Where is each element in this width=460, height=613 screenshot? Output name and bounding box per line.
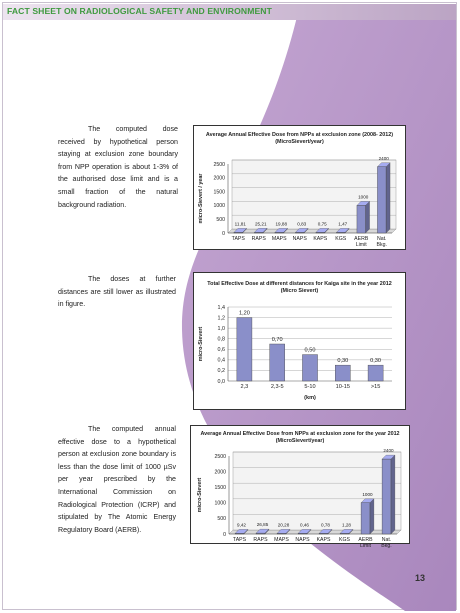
bar — [319, 533, 328, 534]
data-label: 1000 — [362, 491, 373, 497]
y-tick-label: 0,8 — [217, 336, 225, 343]
data-label: 2400 — [383, 448, 394, 454]
data-label: 0,30 — [370, 358, 382, 365]
y-tick-label: 1,0 — [217, 325, 225, 332]
data-label: 1000 — [358, 194, 369, 200]
x-tick-label: KGS — [335, 236, 347, 242]
y-tick-label: 2000 — [213, 175, 225, 182]
x-tick-label: Limit — [360, 543, 371, 549]
data-label: 20,28 — [277, 522, 290, 528]
x-tick-label: AERB — [358, 537, 373, 543]
data-label: 1,28 — [342, 522, 351, 528]
x-tick-label: Bkg. — [381, 543, 392, 549]
chart-2 — [193, 272, 406, 410]
y-tick-label: 0,4 — [217, 357, 225, 364]
chart-3-plot — [191, 426, 409, 549]
header-title: FACT SHEET ON RADIOLOGICAL SAFETY AND ENVIRONMENT — [7, 6, 272, 16]
chart-3 — [190, 425, 410, 549]
bar — [382, 459, 391, 534]
x-tick-label: Limit — [355, 242, 367, 248]
chart-3-title: Average Annual Effective Dose from NPPs at exclusion zone for the year 2012 — [200, 431, 400, 437]
bar — [368, 365, 383, 381]
x-tick-label: RAPS — [253, 537, 268, 543]
y-tick-label: 0,0 — [217, 378, 225, 385]
chart-2-title: Total Effective Dose at different distances for Kaiga site in the year 2012 — [207, 281, 392, 287]
y-tick-label: 1000 — [213, 203, 225, 210]
data-label: 0,50 — [304, 347, 316, 354]
page-number: 13 — [415, 573, 426, 583]
y-tick-label: 2500 — [214, 453, 226, 460]
bar — [235, 533, 244, 534]
y-tick-label: 1500 — [214, 485, 226, 491]
x-tick-label: MAPS — [274, 537, 289, 543]
x-tick-label: >15 — [370, 384, 381, 390]
data-label: 9,42 — [237, 522, 246, 528]
x-tick-label: 2,3-5 — [270, 384, 284, 390]
data-label: 0,70 — [271, 337, 283, 343]
bar — [357, 205, 366, 233]
bar — [340, 533, 349, 534]
x-tick-label: Nat. — [376, 236, 387, 242]
bar-side — [370, 499, 374, 534]
x-tick-label: MAPS — [271, 236, 287, 242]
data-label: 0,46 — [300, 522, 309, 528]
data-label: 0,75 — [317, 221, 327, 227]
x-tick-label: AERB — [354, 236, 369, 242]
data-label: 0,78 — [321, 522, 330, 528]
data-label: 1,20 — [238, 310, 250, 317]
chart-1-subtitle: (MicroSievert/year) — [275, 139, 324, 145]
y-tick-label: 0,6 — [217, 347, 225, 354]
bar — [302, 355, 317, 381]
data-label: 2400 — [378, 155, 389, 161]
x-tick-label: KAPS — [313, 236, 328, 242]
y-tick-label: 0 — [222, 230, 225, 237]
chart-3-subtitle: (MicroSievert/year) — [275, 438, 325, 444]
x-tick-label: Bkg. — [376, 242, 387, 248]
data-label: 11,81 — [234, 221, 246, 227]
bar-side — [391, 455, 395, 534]
y-tick-label: 2000 — [214, 469, 226, 476]
paragraph-2: The doses at further distances are still lower as illustrated in figure. — [58, 275, 176, 309]
x-tick-label: 2,3 — [240, 384, 249, 390]
bar — [361, 503, 370, 534]
y-tick-label: 1,2 — [217, 315, 225, 322]
x-tick-label: 5-10 — [304, 384, 316, 390]
y-tick-label: 0,2 — [217, 368, 225, 375]
y-tick-label: 1000 — [214, 500, 226, 507]
paragraph-3: The computed annual effective dose to a hypothetical person at exclusion zone boundary is less than the dose limit of 1000 µSv per year prescribed by the International Commission on Radiological Protection (ICRP) and stipulated by The Atomic Energy Regulatory Board (AERB). — [58, 425, 176, 534]
y-axis-title: micro-Sievert — [198, 326, 204, 362]
x-tick-label: Nat. — [381, 537, 392, 543]
chart-2-plot — [194, 273, 405, 409]
data-label: 19,88 — [275, 221, 287, 227]
bar — [336, 232, 345, 233]
data-label: 0,30 — [337, 358, 349, 365]
bar — [377, 167, 386, 233]
x-tick-label: NAPS — [292, 236, 307, 242]
bar — [335, 365, 350, 381]
x-tick-label: KAPS — [316, 537, 331, 543]
chart-back-wall — [232, 160, 396, 229]
bar — [237, 318, 252, 381]
bar — [254, 232, 263, 233]
y-tick-label: 500 — [217, 516, 226, 523]
chart-floor — [228, 229, 396, 233]
x-tick-label: NAPS — [295, 537, 310, 543]
x-axis-title: (km) — [304, 395, 316, 401]
y-axis-title: micro-Sievert — [197, 477, 203, 513]
chart-1-plot — [194, 126, 405, 249]
y-axis-title: micro-Sievert / year — [198, 173, 204, 224]
x-tick-label: TAPS — [231, 236, 245, 242]
bar — [270, 344, 285, 381]
y-tick-label: 2500 — [213, 161, 225, 168]
data-label: 0,83 — [297, 221, 307, 227]
bar — [298, 533, 307, 534]
bar — [234, 232, 243, 233]
bar — [256, 533, 265, 534]
x-tick-label: TAPS — [232, 537, 247, 543]
paragraph-1: The computed dose received by hypothetical person staying at exclusion zone boundary from NPP operation is about 1-3% of the authorised dose limit and is a small fraction of the natural background radiation. — [58, 125, 178, 209]
y-tick-label: 0 — [223, 531, 226, 538]
bar — [277, 533, 286, 534]
y-tick-label: 500 — [216, 217, 225, 223]
bar — [316, 232, 325, 233]
data-label: 25,21 — [255, 221, 267, 227]
chart-2-subtitle: (Micro Sievert) — [280, 288, 319, 294]
chart-1-title: Average Annual Effective Dose from NPPs at exclusion zone (2008- 2012) — [205, 132, 394, 138]
data-label: 1,47 — [338, 221, 348, 227]
chart-floor — [229, 530, 401, 534]
chart-1 — [193, 125, 406, 250]
data-label: 26,85 — [256, 522, 269, 528]
y-tick-label: 1,4 — [217, 304, 225, 311]
x-tick-label: RAPS — [251, 236, 266, 242]
x-tick-label: 10-15 — [335, 384, 350, 390]
bar — [295, 232, 304, 233]
x-tick-label: KGS — [339, 537, 350, 543]
y-tick-label: 1500 — [213, 189, 225, 196]
bar-side — [366, 201, 370, 233]
chart-back-wall — [233, 452, 401, 530]
bar — [275, 232, 284, 233]
bar-side — [386, 163, 390, 233]
